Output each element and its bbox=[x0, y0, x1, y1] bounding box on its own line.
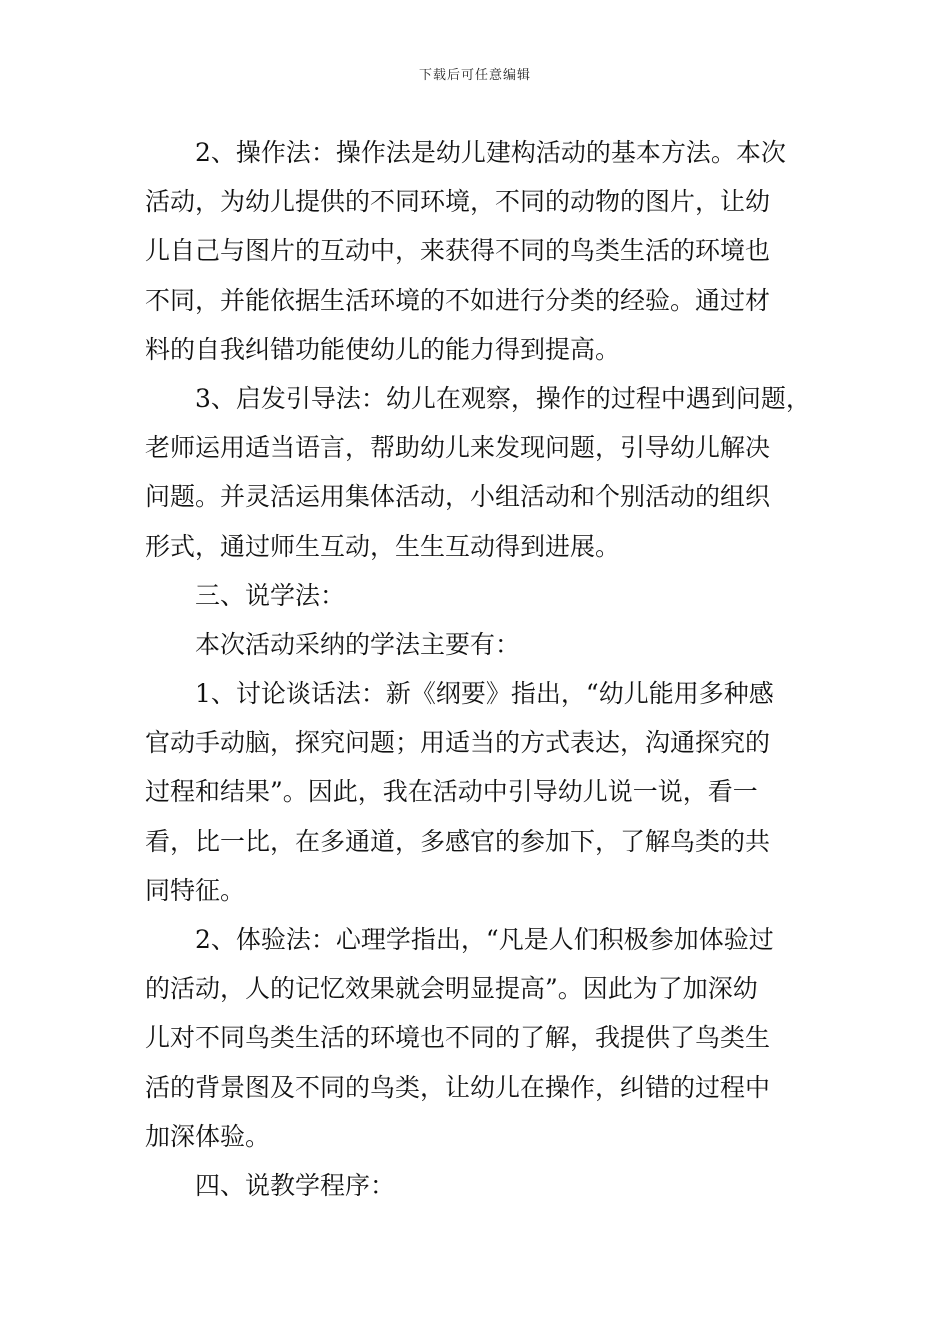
text-line: 不同，并能依据生活环境的不如进行分类的经验。通过材 bbox=[145, 285, 771, 315]
text-line: 加深体验。 bbox=[145, 1121, 271, 1151]
document-body bbox=[145, 128, 810, 1210]
text-line: 料的自我纠错功能使幼儿的能力得到提高。 bbox=[145, 334, 621, 364]
text-line: 问题。并灵活运用集体活动，小组活动和个别活动的组织 bbox=[145, 482, 771, 512]
text-line: 2、操作法：操作法是幼儿建构活动的基本方法。本次 bbox=[195, 138, 786, 167]
text-line: 活的背景图及不同的鸟类，让幼儿在操作，纠错的过程中 bbox=[145, 1072, 771, 1102]
text-line: 看，比一比，在多通道，多感官的参加下，了解鸟类的共 bbox=[145, 826, 771, 856]
paragraph-experience-method bbox=[145, 915, 810, 1161]
text-line: 活动，为幼儿提供的不同环境，不同的动物的图片，让幼 bbox=[145, 187, 771, 217]
text-line: 形式，通过师生互动，生生互动得到进展。 bbox=[145, 531, 621, 561]
text-line: 儿自己与图片的互动中，来获得不同的鸟类生活的环境也 bbox=[145, 236, 771, 266]
text-line: 同特征。 bbox=[145, 875, 246, 905]
text-line: 的活动，人的记忆效果就会明显提高”。因此为了加深幼 bbox=[145, 974, 758, 1004]
text-line: 三、说学法： bbox=[195, 580, 346, 610]
text-line: 1、讨论谈话法：新《纲要》指出，“幼儿能用多种感 bbox=[195, 679, 774, 709]
text-line: 过程和结果”。因此，我在活动中引导幼儿说一说，看一 bbox=[145, 777, 758, 807]
text-line: 本次活动采纳的学法主要有： bbox=[195, 629, 521, 659]
section-heading-teaching-procedure bbox=[145, 1161, 810, 1210]
paragraph-operation-method bbox=[145, 128, 810, 374]
text-line: 老师运用适当语言，帮助幼儿来发现问题，引导幼儿解决 bbox=[145, 433, 771, 463]
paragraph-guidance-method bbox=[145, 374, 810, 571]
paragraph-learning-intro bbox=[145, 620, 810, 669]
text-line: 四、说教学程序： bbox=[195, 1170, 396, 1200]
paragraph-discussion-method bbox=[145, 669, 810, 915]
text-line: 官动手动脑，探究问题；用适当的方式表达，沟通探究的 bbox=[145, 728, 771, 758]
page-header-note: 下载后可任意编辑 bbox=[418, 68, 531, 83]
text-line: 2、体验法：心理学指出，“凡是人们积极参加体验过 bbox=[195, 925, 774, 954]
text-line: 儿对不同鸟类生活的环境也不同的了解，我提供了鸟类生 bbox=[145, 1023, 771, 1053]
section-heading-learning-methods bbox=[145, 571, 810, 620]
text-line: 3、启发引导法：幼儿在观察，操作的过程中遇到问题， bbox=[195, 383, 811, 413]
